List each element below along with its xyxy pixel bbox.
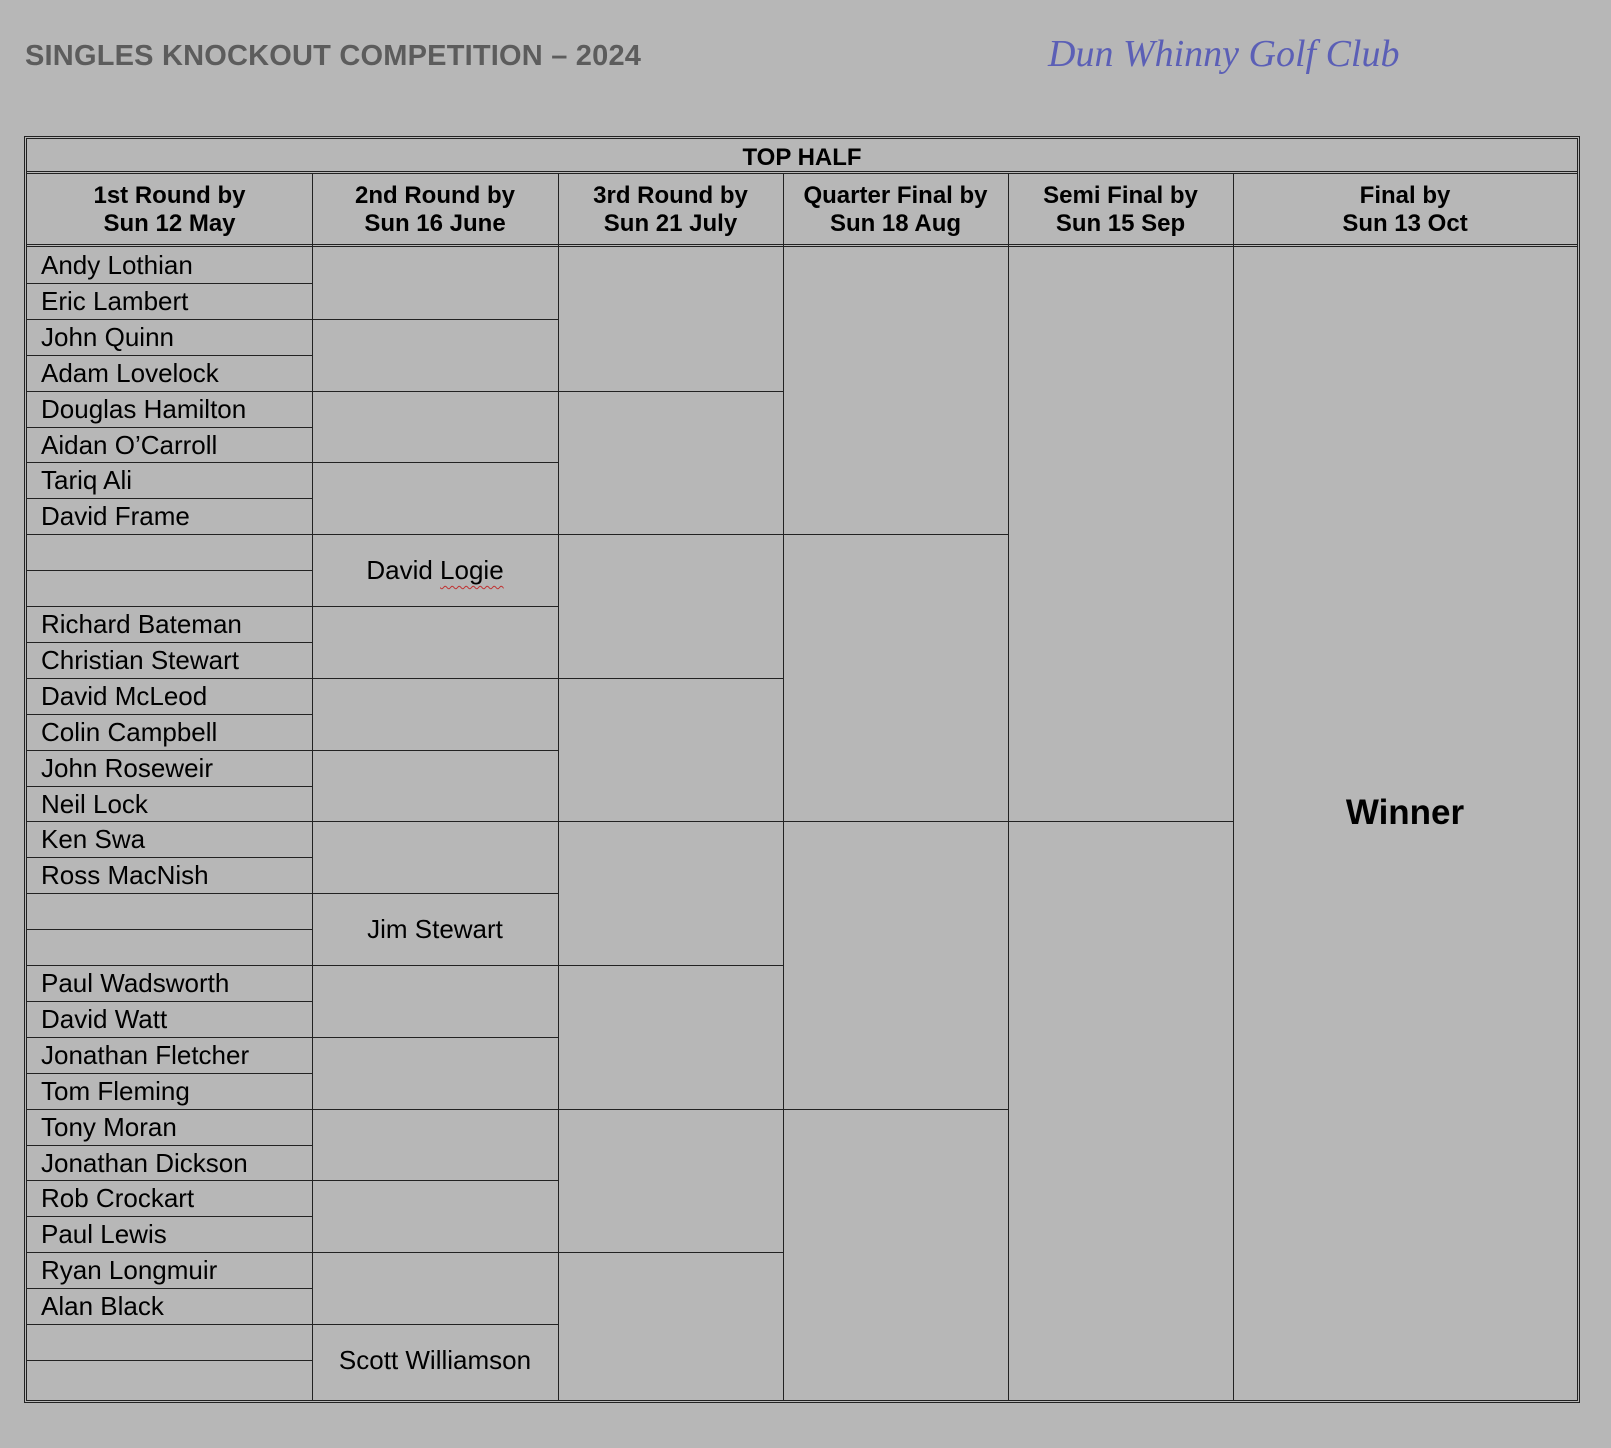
column-divider (558, 174, 559, 1400)
row-divider (312, 1109, 558, 1110)
column-divider (1008, 174, 1009, 1400)
row-divider (312, 319, 558, 320)
round2-player-surname: Logie (440, 555, 504, 585)
column-header-3 (558, 174, 783, 247)
player-slot[interactable] (27, 1360, 312, 1396)
row-divider (558, 391, 783, 392)
row-divider (312, 1180, 558, 1181)
row-divider (783, 1109, 1008, 1110)
player-slot[interactable]: David Frame (41, 501, 190, 531)
row-divider (558, 534, 783, 535)
column-header-date: Sun 21 July (603, 210, 738, 237)
row-divider (558, 678, 783, 679)
row-divider (783, 534, 1008, 535)
player-slot[interactable]: Alan Black (41, 1291, 164, 1321)
player-slot[interactable]: Paul Lewis (41, 1219, 167, 1249)
row-divider (312, 821, 558, 822)
column-header-title: Semi Final by (1043, 182, 1198, 209)
column-header-date: Sun 12 May (103, 210, 236, 237)
column-header-title: 3rd Round by (593, 182, 748, 209)
column-header-date: Sun 16 June (364, 210, 506, 237)
column-header-date: Sun 18 Aug (829, 210, 962, 237)
section-title: TOP HALF (27, 139, 1577, 174)
player-slot[interactable]: Ross MacNish (41, 860, 209, 890)
player-slot[interactable]: Richard Bateman (41, 609, 242, 639)
player-slot[interactable]: Aidan O’Carroll (41, 430, 218, 460)
player-slot[interactable]: Eric Lambert (41, 286, 189, 316)
column-header-1 (27, 174, 312, 247)
row-divider (783, 821, 1008, 822)
player-slot[interactable]: David McLeod (41, 681, 208, 711)
player-slot[interactable]: Christian Stewart (41, 645, 239, 675)
player-slot[interactable]: Colin Campbell (41, 717, 218, 747)
row-divider (558, 1252, 783, 1253)
round2-player[interactable] (312, 534, 558, 606)
column-divider (1233, 174, 1234, 1400)
column-header-title: 1st Round by (93, 182, 246, 209)
player-slot[interactable]: Jonathan Fletcher (41, 1040, 250, 1070)
column-header-date: Sun 13 Oct (1342, 210, 1468, 237)
row-divider (312, 606, 558, 607)
round2-player[interactable] (312, 1324, 558, 1396)
row-divider (558, 1109, 783, 1110)
column-header-5 (1008, 174, 1233, 247)
row-divider (312, 678, 558, 679)
row-divider (558, 965, 783, 966)
player-slot[interactable]: Ryan Longmuir (41, 1255, 218, 1285)
row-divider (558, 821, 783, 822)
column-header-title: Quarter Final by (803, 182, 988, 209)
player-slot[interactable]: David Watt (41, 1004, 168, 1034)
row-divider (312, 462, 558, 463)
column-header-title: Final by (1359, 182, 1451, 209)
row-divider (1008, 821, 1233, 822)
player-slot[interactable]: Ken Swa (41, 824, 146, 854)
row-divider (312, 1037, 558, 1038)
column-header-date: Sun 15 Sep (1055, 210, 1186, 237)
club-name: Dun Whinny Golf Club (1048, 33, 1400, 75)
player-slot[interactable] (27, 893, 312, 929)
round2-player-name: Scott Williamson (338, 1345, 532, 1375)
column-header-6 (1233, 174, 1577, 247)
column-header-2 (312, 174, 558, 247)
player-slot[interactable]: Tony Moran (41, 1112, 177, 1142)
player-slot[interactable]: Paul Wadsworth (41, 968, 230, 998)
winner-label: Winner (1345, 793, 1465, 832)
column-divider (783, 174, 784, 1400)
player-slot[interactable]: Tariq Ali (41, 465, 133, 495)
player-slot[interactable] (27, 1324, 312, 1360)
player-slot[interactable] (27, 570, 312, 606)
player-slot[interactable]: Jonathan Dickson (41, 1148, 248, 1178)
round2-player[interactable] (312, 893, 558, 965)
knockout-bracket (24, 136, 1580, 1403)
round2-player-name: David (366, 555, 433, 585)
player-slot[interactable]: Rob Crockart (41, 1183, 195, 1213)
column-header-4 (783, 174, 1008, 247)
row-divider (312, 391, 558, 392)
player-slot[interactable]: Adam Lovelock (41, 358, 219, 388)
row-divider (312, 965, 558, 966)
row-divider (312, 750, 558, 751)
player-slot[interactable]: Andy Lothian (41, 250, 193, 280)
player-slot[interactable]: Douglas Hamilton (41, 394, 247, 424)
column-divider (312, 174, 313, 1400)
row-divider (312, 1252, 558, 1253)
player-slot[interactable]: John Roseweir (41, 753, 213, 783)
player-slot[interactable]: John Quinn (41, 322, 174, 352)
round2-player-name: Jim Stewart (367, 914, 503, 944)
player-slot[interactable]: Neil Lock (41, 789, 148, 819)
column-header-title: 2nd Round by (355, 182, 515, 209)
player-slot[interactable]: Tom Fleming (41, 1076, 190, 1106)
page-title: SINGLES KNOCKOUT COMPETITION – 2024 (25, 40, 642, 72)
player-slot[interactable] (27, 534, 312, 570)
player-slot[interactable] (27, 929, 312, 965)
